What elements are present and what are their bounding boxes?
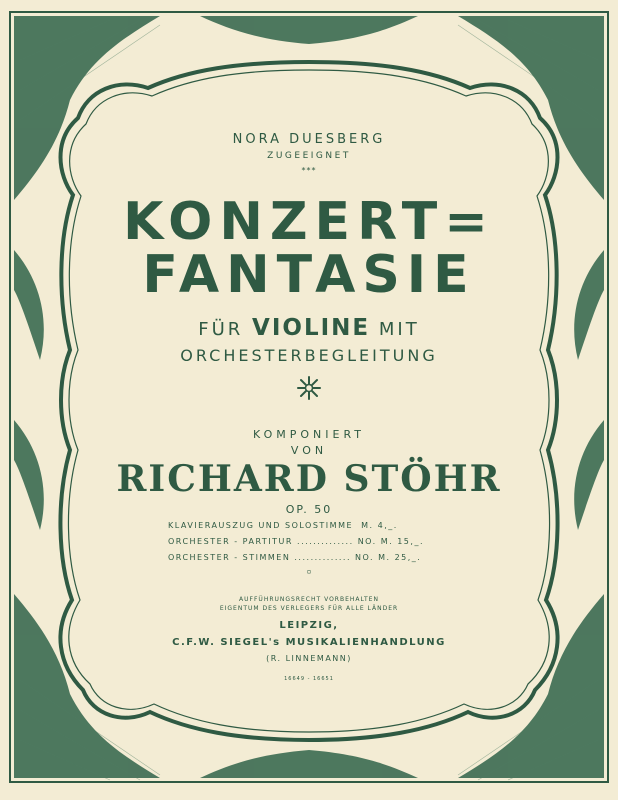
title-line-1: KONZERT= — [123, 192, 495, 252]
dedicatee-name: NORA DUESBERG — [232, 132, 386, 147]
edition-price: M. 4,_. — [361, 521, 398, 530]
instrument-name: VIOLINE — [252, 315, 371, 341]
von-label: VON — [290, 444, 328, 457]
rights-line-2: EIGENTUM DES VERLEGERS FÜR ALLE LÄNDER — [219, 605, 399, 612]
publisher-name: C.F.W. SIEGEL's MUSIKALIENHANDLUNG — [172, 637, 446, 648]
rights-line-1: AUFFÜHRUNGSRECHT VORBEHALTEN — [239, 596, 379, 603]
mit-word: MIT — [378, 319, 420, 340]
composer-name: RICHARD STÖHR — [116, 458, 502, 500]
edition-label: ORCHESTER - PARTITUR — [168, 537, 293, 546]
instrumentation-line-2: ORCHESTERBEGLEITUNG — [180, 346, 438, 365]
edition-row — [168, 521, 458, 537]
edition-price: NO. M. 25,_. — [355, 553, 422, 562]
small-ornament-icon: ⸋ — [307, 569, 311, 578]
dedication-word: ZUGEEIGNET — [267, 151, 351, 161]
komponiert-label: KOMPONIERT — [252, 428, 366, 441]
edition-label: KLAVIERAUSZUG UND SOLOSTIMME — [168, 521, 354, 530]
edition-dots: .............. — [294, 553, 351, 562]
plate-number: 16649 - 16651 — [284, 676, 334, 682]
snowflake-ornament-icon — [0, 375, 618, 405]
edition-row — [168, 537, 458, 553]
dedication-stars: *** — [301, 166, 317, 175]
edition-row — [168, 553, 458, 569]
fuer-word: FÜR — [198, 319, 244, 340]
edition-dots: .............. — [297, 537, 354, 546]
publisher-owner: (R. LINNEMANN) — [266, 654, 352, 663]
opus-number: OP. 50 — [285, 503, 333, 516]
title-line-2: FANTASIE — [142, 245, 476, 305]
edition-price-list — [168, 521, 458, 569]
edition-price: NO. M. 15,_. — [357, 537, 424, 546]
publisher-city: LEIPZIG, — [279, 620, 339, 631]
edition-label: ORCHESTER - STIMMEN — [168, 553, 291, 562]
instrumentation-line-1 — [0, 315, 618, 341]
